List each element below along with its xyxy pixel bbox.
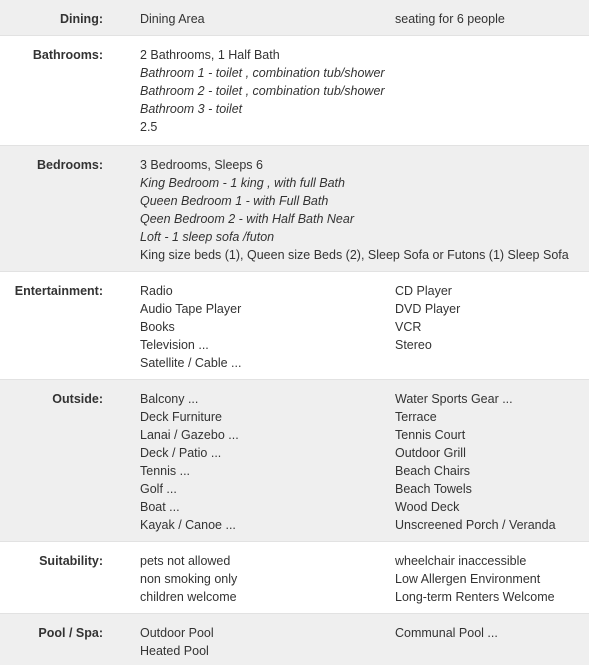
outside-item: Beach Towels	[395, 482, 472, 496]
outside-item: Water Sports Gear ...	[395, 392, 513, 406]
dining-row	[0, 0, 589, 36]
pool-row	[0, 614, 589, 665]
outside-item: Terrace	[395, 410, 437, 424]
dining-item: Dining Area	[140, 12, 205, 26]
bedrooms-row	[0, 146, 589, 272]
pool-label: Pool / Spa:	[38, 626, 103, 640]
outside-item: Golf ...	[140, 482, 177, 496]
entertainment-item: Satellite / Cable ...	[140, 356, 242, 370]
bedrooms-beds: King size beds (1), Queen size Beds (2), Sleep Sofa or Futons (1) Sleep Sofa	[140, 248, 569, 262]
bathrooms-summary: 2 Bathrooms, 1 Half Bath	[140, 48, 280, 62]
entertainment-item: Radio	[140, 284, 173, 298]
outside-item: Deck Furniture	[140, 410, 222, 424]
suitability-item: wheelchair inaccessible	[395, 554, 527, 568]
outside-item: Wood Deck	[395, 500, 460, 514]
pool-content	[103, 614, 589, 665]
entertainment-item: CD Player	[395, 284, 452, 298]
entertainment-item: Television ...	[140, 338, 209, 352]
outside-item: Kayak / Canoe ...	[140, 518, 236, 532]
outside-row	[0, 380, 589, 542]
bathrooms-count: 2.5	[140, 120, 158, 134]
dining-content	[103, 0, 589, 35]
dining-label: Dining:	[59, 12, 103, 26]
entertainment-content	[103, 272, 589, 379]
pool-item: Communal Pool ...	[395, 626, 498, 640]
entertainment-row	[0, 272, 589, 380]
bathroom-detail: Bathroom 2 - toilet , combination tub/shower	[140, 84, 385, 98]
suitability-item: pets not allowed	[140, 554, 231, 568]
pool-item: Outdoor Pool	[140, 626, 214, 640]
bedrooms-label: Bedrooms:	[37, 158, 103, 172]
bathroom-detail: Bathroom 1 - toilet , combination tub/shower	[140, 66, 385, 80]
bedroom-detail: Qeen Bedroom 2 - with Half Bath Near	[140, 212, 354, 226]
entertainment-item: Audio Tape Player	[140, 302, 242, 316]
entertainment-label: Entertainment:	[14, 284, 103, 298]
suitability-content	[103, 542, 589, 613]
outside-item: Unscreened Porch / Veranda	[395, 518, 556, 532]
outside-item: Balcony ...	[140, 392, 199, 406]
suitability-row	[0, 542, 589, 614]
suitability-item: Long-term Renters Welcome	[395, 590, 555, 604]
suitability-label: Suitability:	[39, 554, 103, 568]
bedrooms-summary: 3 Bedrooms, Sleeps 6	[140, 158, 263, 172]
outside-content	[103, 380, 589, 541]
outside-item: Deck / Patio ...	[140, 446, 222, 460]
bathrooms-row	[0, 36, 589, 146]
outside-item: Beach Chairs	[395, 464, 471, 478]
suitability-item: non smoking only	[140, 572, 238, 586]
bedroom-detail: Loft - 1 sleep sofa /futon	[140, 230, 275, 244]
pool-item: Heated Pool	[140, 644, 209, 658]
dining-item: seating for 6 people	[395, 12, 505, 26]
outside-item: Outdoor Grill	[395, 446, 466, 460]
bathrooms-label: Bathrooms:	[32, 48, 103, 62]
outside-item: Tennis Court	[395, 428, 466, 442]
bathrooms-content	[103, 36, 589, 145]
outside-item: Boat ...	[140, 500, 180, 514]
suitability-item: children welcome	[140, 590, 237, 604]
suitability-item: Low Allergen Environment	[395, 572, 541, 586]
outside-item: Lanai / Gazebo ...	[140, 428, 239, 442]
entertainment-item: Stereo	[395, 338, 432, 352]
entertainment-item: VCR	[395, 320, 422, 334]
bedroom-detail: King Bedroom - 1 king , with full Bath	[140, 176, 345, 190]
outside-label: Outside:	[52, 392, 103, 406]
bedrooms-content	[103, 146, 589, 271]
bathroom-detail: Bathroom 3 - toilet	[140, 102, 243, 116]
entertainment-item: DVD Player	[395, 302, 461, 316]
entertainment-item: Books	[140, 320, 175, 334]
outside-item: Tennis ...	[140, 464, 191, 478]
bedroom-detail: Queen Bedroom 1 - with Full Bath	[140, 194, 329, 208]
